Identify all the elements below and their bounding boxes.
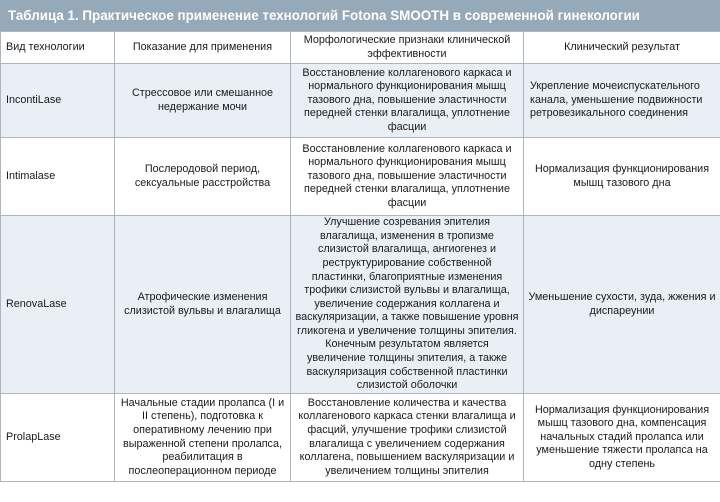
cell-indication: Послеродовой период, сексуальные расстройства [115, 138, 291, 216]
cell-morphology: Восстановление коллагенового каркаса и нормального функционирования мышц тазового дна, повышение эластичности передней стенки влагалища, уплотнение фасции [291, 138, 524, 216]
cell-indication: Начальные стадии пролапса (I и II степень), подготовка к оперативному лечению при выраженной степени пролапса, реабилитация в послеоперационном периоде [115, 394, 291, 482]
cell-technology: ProlapLase [1, 394, 115, 482]
cell-morphology: Восстановление количества и качества коллагенового каркаса стенки влагалища и фасций, улучшение трофики слизистой влагалища с увеличением содержания коллагена, повышением васкуляризации и увеличением толщины эпителия [291, 394, 524, 482]
cell-indication: Атрофические изменения слизистой вульвы и влагалища [115, 216, 291, 394]
table-title: Таблица 1. Практическое применение технологий Fotona SMOOTH в современной гинекологии [0, 0, 720, 31]
table-row [1, 394, 720, 482]
table-row [1, 216, 720, 394]
cell-result: Нормализация функционирования мышц тазового дна [524, 138, 720, 216]
cell-result: Нормализация функционирования мышц тазового дна, компенсация начальных стадий пролапса или уменьшение тяжести пролапса на одну степень [524, 394, 720, 482]
header-row [1, 32, 720, 64]
table-row [1, 64, 720, 138]
table-row [1, 138, 720, 216]
cell-technology: RenovaLase [1, 216, 115, 394]
cell-technology: Intimalase [1, 138, 115, 216]
cell-morphology: Улучшение созревания эпителия влагалища, изменения в тропизме слизистой влагалища, ангиогенез и реструктурирование собственной пластинки, благоприятные изменения трофики слизистой вульвы и влагалища, увеличение содержания коллагена и васкуляризации, а также повышение уровня гликогена и увеличение толщины эпителия. Конечным результатом является увеличение толщины эпителия, а также васкуляризация собственной пластинки слизистой оболочки [291, 216, 524, 394]
technology-table [0, 31, 720, 482]
cell-result: Уменьшение сухости, зуда, жжения и диспареунии [524, 216, 720, 394]
cell-indication: Стрессовое или смешанное недержание мочи [115, 64, 291, 138]
header-technology: Вид технологии [1, 32, 115, 64]
cell-result: Укрепление мочеиспускательного канала, уменьшение подвижности ретровезикального соединения [524, 64, 720, 138]
header-indication: Показание для применения [115, 32, 291, 64]
cell-technology: IncontiLase [1, 64, 115, 138]
header-result: Клинический результат [524, 32, 720, 64]
cell-morphology: Восстановление коллагенового каркаса и нормального функционирования мышц тазового дна, повышение эластичности передней стенки влагалища, уплотнение фасции [291, 64, 524, 138]
header-morphology: Морфологические признаки клинической эффективности [291, 32, 524, 64]
